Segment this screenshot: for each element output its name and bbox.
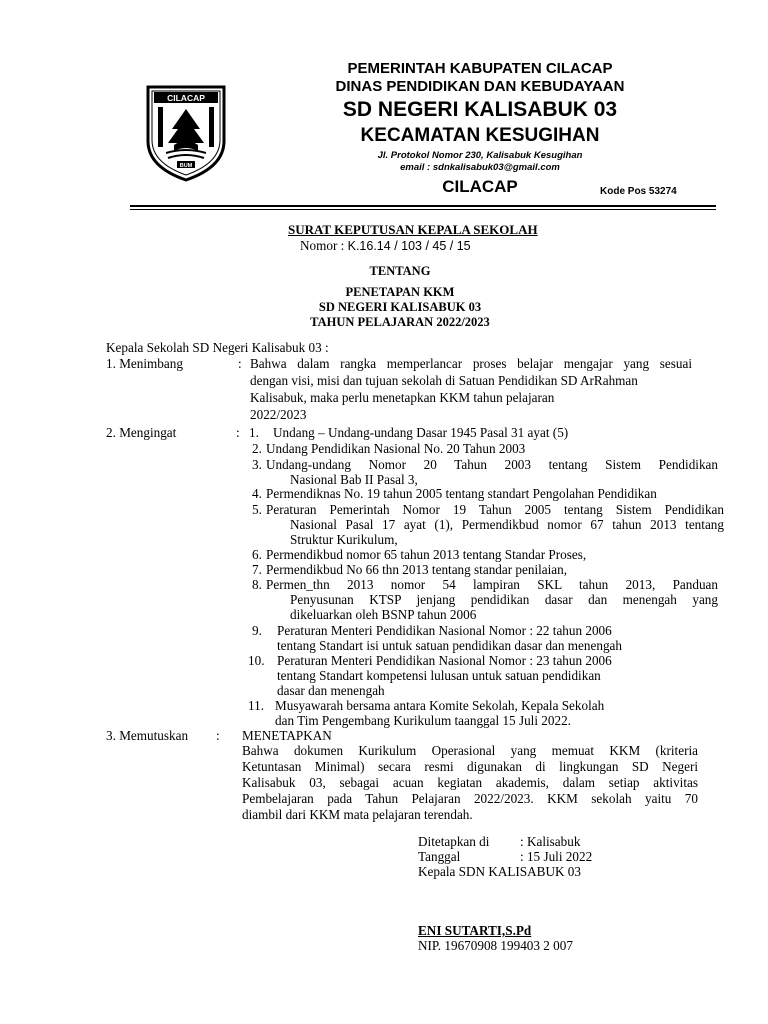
mengingat-colon: :: [236, 425, 240, 440]
date-label: Tanggal: [418, 849, 461, 864]
menimbang-line: 2022/2023: [250, 407, 307, 422]
menimbang-text: [250, 356, 692, 372]
mengingat-item-text: Peraturan Menteri Pendidikan Nasional Nomor : 23 tahun 2006: [277, 653, 612, 668]
menimbang-line: Bahwa dalam rangka memperlancar proses belajar mengajar yang sesuai: [250, 356, 692, 371]
menimbang-label: 1. Menimbang: [106, 356, 183, 371]
memutuskan-text: [242, 743, 698, 823]
mengingat-item-number: 5.: [252, 502, 262, 517]
mengingat-label: 2. Mengingat: [106, 425, 177, 440]
memutuskan-colon: :: [216, 728, 220, 743]
mengingat-item-number: 11.: [248, 698, 264, 713]
government-name: PEMERINTAH KABUPATEN CILACAP: [347, 60, 613, 77]
place-label: Ditetapkan di: [418, 834, 490, 849]
mengingat-item-line: Penyusunan KTSP jenjang pendidikan dasar dan menengah yang: [290, 592, 718, 607]
memutuskan-line: Ketuntasan Minimal) secara resmi digunakan di lingkungan SD Negeri: [242, 759, 698, 774]
mengingat-item-number: 2.: [252, 441, 262, 456]
menimbang-line: dengan visi, misi dan tujuan sekolah di Satuan Pendidikan SD ArRahman: [250, 373, 638, 388]
logo-cilacap-text: CILACAP: [167, 93, 205, 103]
mengingat-item-number: 3.: [252, 457, 262, 472]
mengingat-item-text: tentang Standart isi untuk satuan pendidikan dasar dan menengah: [277, 638, 622, 653]
mengingat-item-text: Permendiknas No. 19 tahun 2005 tentang standart Pengolahan Pendidikan: [266, 486, 657, 501]
mengingat-item-text: [266, 457, 718, 473]
intro-text: Kepala Sekolah SD Negeri Kalisabuk 03 :: [106, 340, 329, 355]
mengingat-item-text: dan Tim Pengembang Kurikulum taanggal 15 Juli 2022.: [275, 713, 571, 728]
memutuskan-line: Kalisabuk 03, sebagai acuan kegiatan akademis, dalam setiap aktivitas: [242, 775, 698, 790]
mengingat-item-text: Musyawarah bersama antara Komite Sekolah, Kepala Sekolah: [275, 698, 605, 713]
memutuskan-line: diambil dari KKM mata pelajaran terendah.: [242, 807, 473, 822]
district-name: KECAMATAN KESUGIHAN: [360, 125, 600, 146]
school-name: SD NEGERI KALISABUK 03: [342, 98, 618, 121]
signer-position: Kepala SDN KALISABUK 03: [418, 864, 581, 879]
memutuskan-heading: MENETAPKAN: [242, 728, 332, 743]
mengingat-item-number: 9.: [252, 623, 262, 638]
mengingat-item-text: Nasional Bab II Pasal 3,: [290, 472, 418, 487]
subject-line-3: TAHUN PELAJARAN 2022/2023: [310, 315, 490, 329]
signer-nip: NIP. 19670908 199403 2 007: [418, 938, 573, 953]
subject-line-2: SD NEGERI KALISABUK 03: [318, 300, 482, 314]
memutuskan-line: Pembelajaran pada Tahun Pelajaran 2022/2023. KKM sekolah yaitu 70: [242, 791, 698, 806]
mengingat-item-text: [290, 592, 718, 608]
memutuskan-label: 3. Memutuskan: [106, 728, 189, 743]
decree-number-value: K.16.14 / 103 / 45 / 15: [347, 239, 471, 253]
mengingat-item-line: Permen_thn 2013 nomor 54 lampiran SKL tahun 2013, Panduan: [266, 577, 718, 592]
school-email: email : sdnkalisabuk03@gmail.com: [400, 162, 560, 173]
subject-heading: TENTANG: [369, 264, 431, 278]
decree-title: SURAT KEPUTUSAN KEPALA SEKOLAH: [288, 222, 538, 237]
mengingat-item-text: [290, 517, 724, 533]
mengingat-item-number: 8.: [252, 577, 262, 592]
letterhead: [300, 60, 660, 198]
mengingat-item-text: Struktur Kurikulum,: [290, 532, 398, 547]
mengingat-item-text: tentang Standart kompetensi lulusan untuk satuan pendidikan: [277, 668, 601, 683]
mengingat-item-text: [266, 577, 718, 593]
mengingat-item-text: Permendikbud nomor 65 tahun 2013 tentang Standar Proses,: [266, 547, 587, 562]
memutuskan-line: Bahwa dokumen Kurikulum Operasional yang memuat KKM (kriteria: [242, 743, 698, 758]
cilacap-emblem-logo: [144, 83, 228, 183]
mengingat-item-number: 10.: [248, 653, 265, 668]
mengingat-item-line: Undang-undang Nomor 20 Tahun 2003 tentang Sistem Pendidikan: [266, 457, 718, 472]
mengingat-item-line: Peraturan Pemerintah Nomor 19 Tahun 2005 tentang Sistem Pendidikan: [266, 502, 724, 517]
date-value: : 15 Juli 2022: [520, 849, 593, 864]
letterhead-divider-thin: [130, 209, 716, 210]
menimbang-line: Kalisabuk, maka perlu menetapkan KKM tahun pelajaran: [250, 390, 555, 405]
postal-code: Kode Pos 53274: [600, 186, 677, 197]
mengingat-item-text: dasar dan menengah: [277, 683, 385, 698]
mengingat-item-text: Peraturan Menteri Pendidikan Nasional Nomor : 22 tahun 2006: [277, 623, 612, 638]
logo-bottom-text: BUM: [179, 163, 193, 169]
mengingat-item-text: dikeluarkan oleh BSNP tahun 2006: [290, 607, 477, 622]
place-value: : Kalisabuk: [520, 834, 581, 849]
subject-line-1: PENETAPAN KKM: [345, 285, 455, 299]
mengingat-item-number: 4.: [252, 486, 262, 501]
decree-subject: [200, 264, 600, 330]
mengingat-item-text: Undang Pendidikan Nasional No. 20 Tahun 2003: [266, 441, 526, 456]
city-name: CILACAP: [442, 177, 518, 196]
mengingat-item-line: Nasional Pasal 17 ayat (1), Permendikbud nomor 67 tahun 2013 tentang: [290, 517, 724, 532]
department-name: DINAS PENDIDIKAN DAN KEBUDAYAAN: [335, 78, 625, 95]
signer-name: ENI SUTARTI,S.Pd: [418, 923, 532, 938]
decree-number: [300, 238, 471, 254]
decree-number-label: Nomor :: [300, 238, 345, 253]
menimbang-colon: :: [238, 356, 242, 371]
mengingat-item-text: Permendikbud No 66 thn 2013 tentang standar penilaian,: [266, 562, 568, 577]
school-address: Jl. Protokol Nomor 230, Kalisabuk Kesugihan: [377, 150, 583, 161]
mengingat-item-text: Undang – Undang-undang Dasar 1945 Pasal 31 ayat (5): [273, 425, 569, 440]
mengingat-item-number: 1.: [249, 425, 259, 440]
mengingat-item-number: 7.: [252, 562, 262, 577]
mengingat-item-number: 6.: [252, 547, 262, 562]
mengingat-item-text: [266, 502, 724, 518]
letterhead-divider-thick: [130, 205, 716, 207]
